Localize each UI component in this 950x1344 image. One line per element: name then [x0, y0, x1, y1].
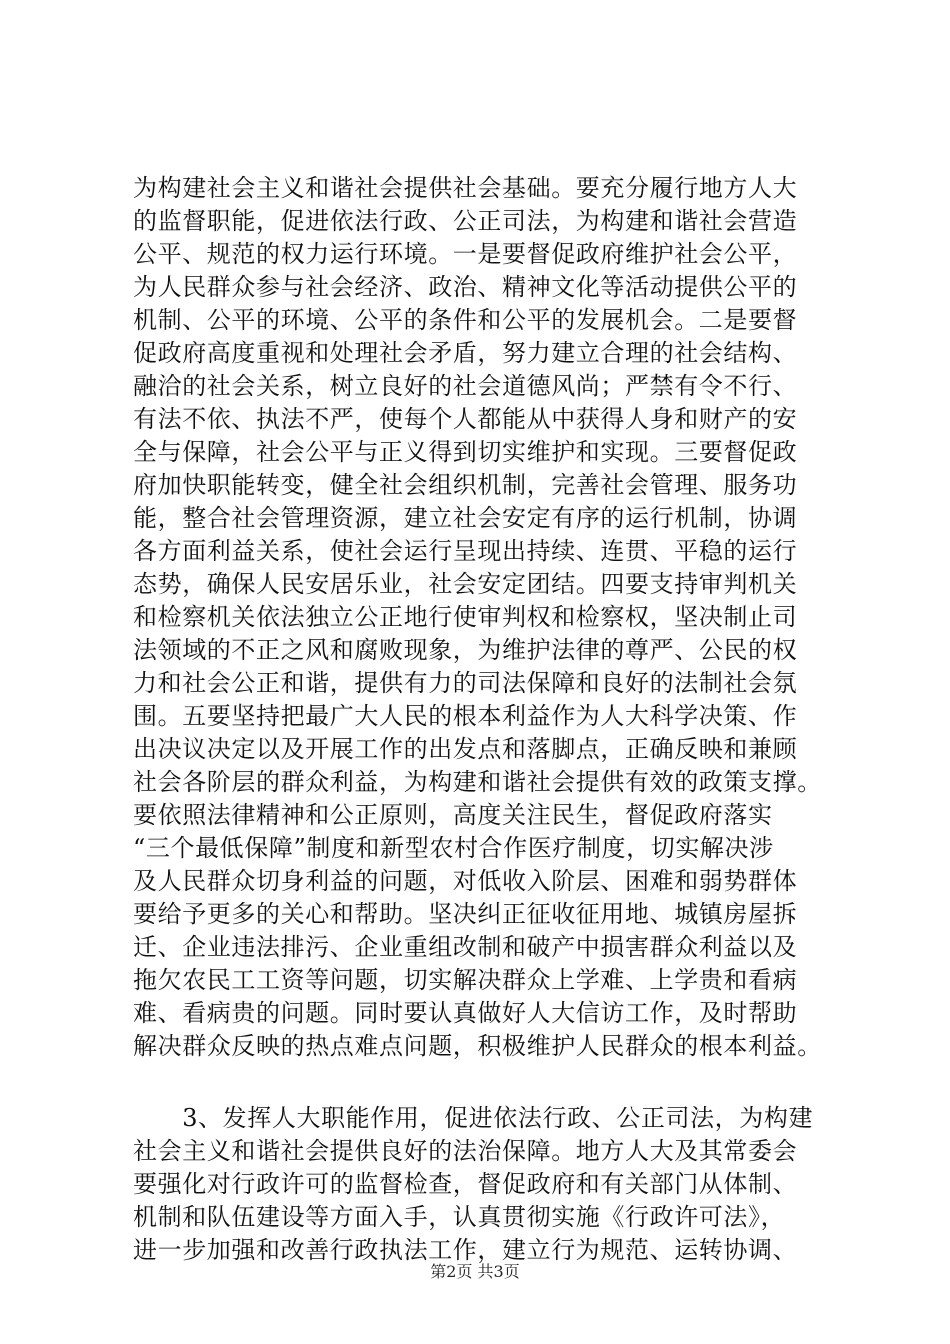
- text-line: 围。五要坚持把最广大人民的根本利益作为人大科学决策、作: [133, 702, 798, 730]
- text-line: 为人民群众参与社会经济、政治、精神文化等活动提供公平的: [133, 273, 798, 301]
- paragraph-2: [133, 1102, 823, 1267]
- paragraph-1: [133, 172, 823, 1063]
- paragraph-gap: [133, 1063, 823, 1102]
- text-line: 能，整合社会管理资源，建立社会安定有序的运行机制，协调: [133, 504, 798, 532]
- text-line: 机制、公平的环境、公平的条件和公平的发展机会。二是要督: [133, 306, 798, 334]
- text-line: 法领域的不正之风和腐败现象，为维护法律的尊严、公民的权: [133, 636, 798, 664]
- text-line: 促政府高度重视和处理社会矛盾，努力建立合理的社会结构、: [133, 339, 798, 367]
- text-line: 出决议决定以及开展工作的出发点和落脚点，正确反映和兼顾: [133, 735, 798, 763]
- text-line: 迁、企业违法排污、企业重组改制和破产中损害群众利益以及: [133, 933, 798, 961]
- text-line: 解决群众反映的热点难点问题，积极维护人民群众的根本利益。: [133, 1032, 822, 1060]
- text-line: 要给予更多的关心和帮助。坚决纠正征收征用地、城镇房屋拆: [133, 900, 798, 928]
- text-line: 公平、规范的权力运行环境。一是要督促政府维护社会公平，: [133, 240, 798, 268]
- text-line: 有法不依、执法不严，使每个人都能从中获得人身和财产的安: [133, 405, 798, 433]
- text-line: 要依照法律精神和公正原则，高度关注民生，督促政府落实: [133, 801, 773, 829]
- text-line: 全与保障，社会公平与正义得到切实维护和实现。三要督促政: [133, 438, 798, 466]
- text-line: 进一步加强和改善行政执法工作，建立行为规范、运转协调、: [133, 1236, 798, 1264]
- text-line: 要强化对行政许可的监督检查，督促政府和有关部门从体制、: [133, 1170, 798, 1198]
- text-line: 和检察机关依法独立公正地行使审判权和检察权，坚决制止司: [133, 603, 798, 631]
- text-line: 融洽的社会关系，树立良好的社会道德风尚；严禁有令不行、: [133, 372, 798, 400]
- text-line: 拖欠农民工工资等问题，切实解决群众上学难、上学贵和看病: [133, 966, 798, 994]
- text-line: 难、看病贵的问题。同时要认真做好人大信访工作，及时帮助: [133, 999, 798, 1027]
- page-number-footer: 第2页 共3页: [430, 1262, 520, 1281]
- text-line: 社会主义和谐社会提供良好的法治保障。地方人大及其常委会: [133, 1137, 798, 1165]
- text-line: 机制和队伍建设等方面入手，认真贯彻实施《行政许可法》，: [133, 1203, 786, 1231]
- text-line: 为构建社会主义和谐社会提供社会基础。要充分履行地方人大: [133, 174, 798, 202]
- text-line: 府加快职能转变，健全社会组织机制，完善社会管理、服务功: [133, 471, 798, 499]
- text-line: 态势，确保人民安居乐业，社会安定团结。四要支持审判机关: [133, 570, 798, 598]
- text-line: 及人民群众切身利益的问题，对低收入阶层、困难和弱势群体: [133, 867, 798, 895]
- text-line: 社会各阶层的群众利益，为构建和谐社会提供有效的政策支撑。: [133, 768, 822, 796]
- text-line: 的监督职能，促进依法行政、公正司法，为构建和谐社会营造: [133, 207, 798, 235]
- text-line: “三个最低保障”制度和新型农村合作医疗制度，切实解决涉: [133, 834, 774, 862]
- text-line: 力和社会公正和谐，提供有力的司法保障和良好的法制社会氛: [133, 669, 798, 697]
- text-line: 3、发挥人大职能作用，促进依法行政、公正司法，为构建: [133, 1104, 814, 1132]
- text-line: 各方面利益关系，使社会运行呈现出持续、连贯、平稳的运行: [133, 537, 798, 565]
- document-body: [133, 172, 823, 1267]
